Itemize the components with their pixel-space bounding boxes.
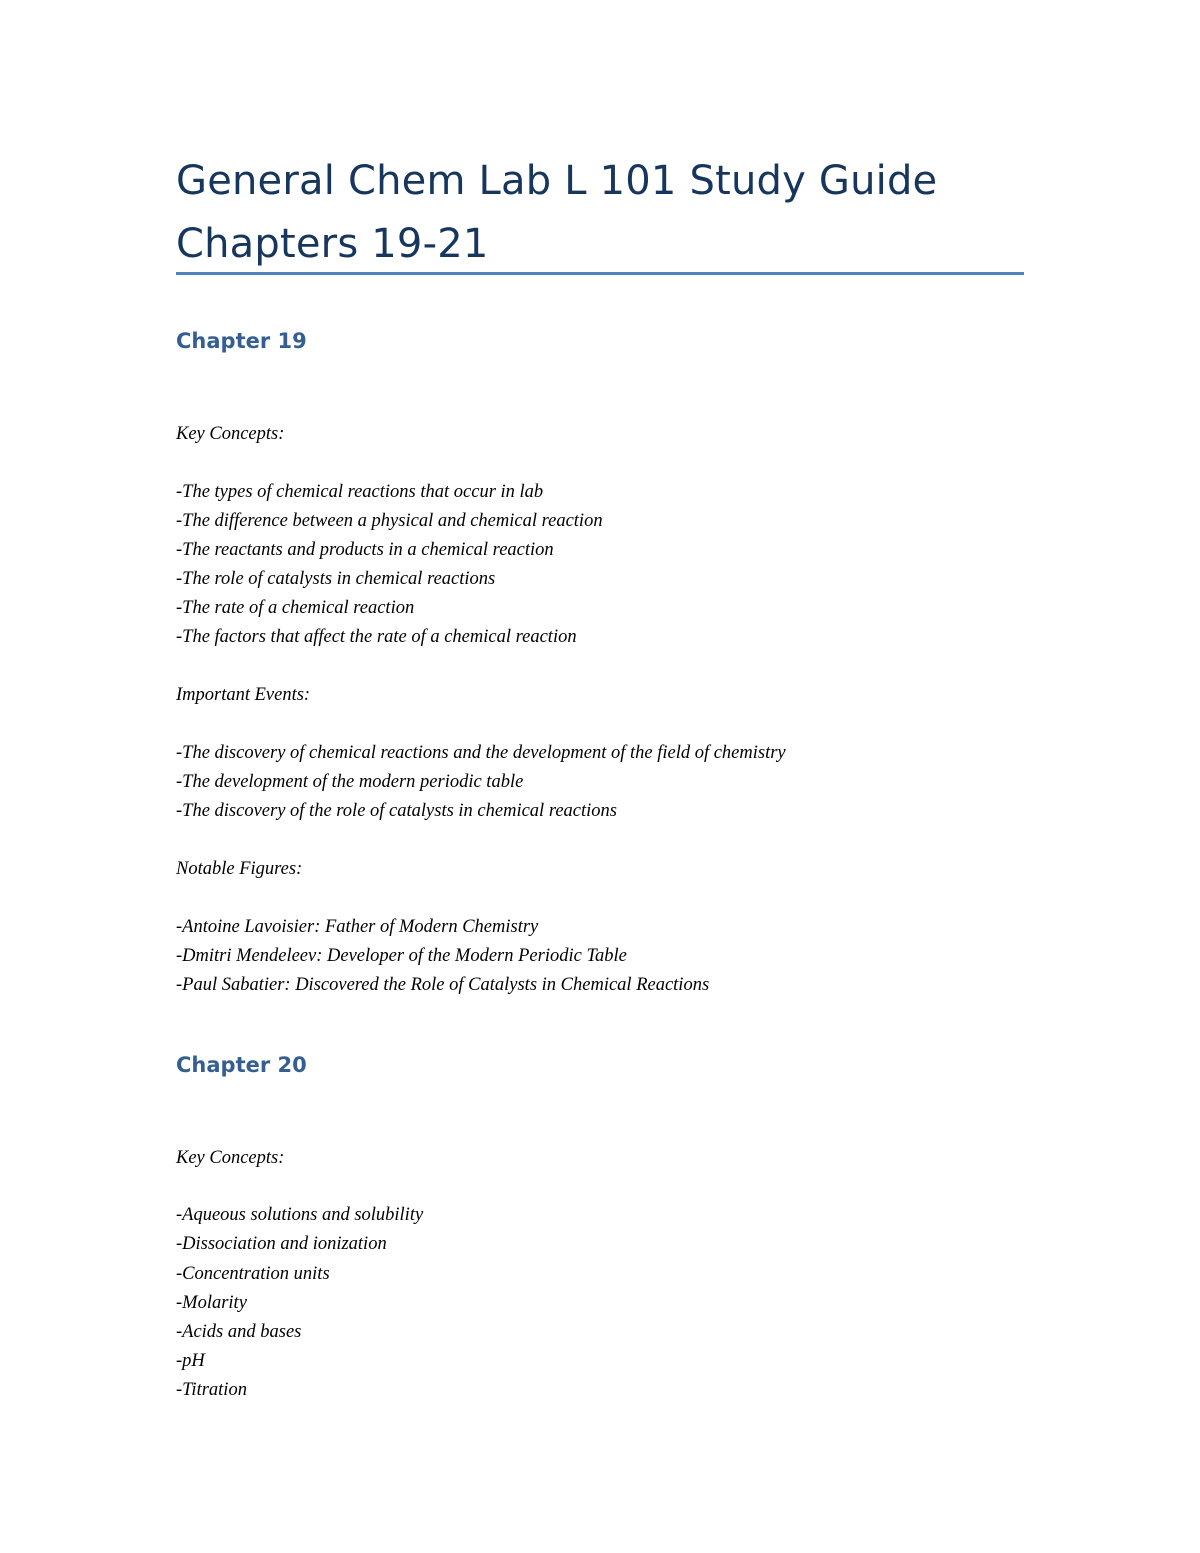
ch20-key-concept: -Aqueous solutions and solubility: [176, 1205, 424, 1225]
ch19-event: -The development of the modern periodic table: [176, 772, 524, 792]
ch19-event: -The discovery of chemical reactions and the development of the field of chemistry: [176, 743, 786, 763]
title-line-1: General Chem Lab L 101 Study Guide: [176, 158, 938, 204]
ch19-figure: -Antoine Lavoisier: Father of Modern Chemistry: [176, 917, 539, 937]
ch19-key-concept: -The rate of a chemical reaction: [176, 598, 415, 618]
ch19-figure: -Paul Sabatier: Discovered the Role of Catalysts in Chemical Reactions: [176, 975, 710, 995]
document-title: [176, 150, 1036, 276]
ch20-key-concept: -Concentration units: [176, 1264, 330, 1284]
ch20-key-concepts-label: Key Concepts:: [176, 1148, 285, 1168]
ch19-key-concept: -The types of chemical reactions that occur in lab: [176, 482, 544, 502]
ch19-key-concepts-label: Key Concepts:: [176, 424, 285, 444]
ch20-key-concept: -Titration: [176, 1380, 247, 1400]
ch19-key-concept: -The factors that affect the rate of a chemical reaction: [176, 627, 577, 647]
ch19-figures-label: Notable Figures:: [176, 859, 303, 879]
chapter-20-heading: Chapter 20: [176, 1053, 307, 1077]
chapter-19-heading: Chapter 19: [176, 329, 307, 353]
ch19-key-concept: -The role of catalysts in chemical reactions: [176, 569, 496, 589]
ch19-event: -The discovery of the role of catalysts in chemical reactions: [176, 801, 617, 821]
ch19-key-concept: -The difference between a physical and chemical reaction: [176, 511, 603, 531]
ch20-key-concept: -Molarity: [176, 1293, 247, 1313]
title-underline: [176, 272, 1024, 275]
ch19-events-label: Important Events:: [176, 685, 311, 705]
ch19-key-concept: -The reactants and products in a chemical reaction: [176, 540, 554, 560]
ch19-figure: -Dmitri Mendeleev: Developer of the Modern Periodic Table: [176, 946, 627, 966]
title-line-2: Chapters 19-21: [176, 221, 489, 267]
ch20-key-concept: -Acids and bases: [176, 1322, 302, 1342]
ch20-key-concept: -Dissociation and ionization: [176, 1234, 387, 1254]
ch20-key-concept: -pH: [176, 1351, 205, 1371]
